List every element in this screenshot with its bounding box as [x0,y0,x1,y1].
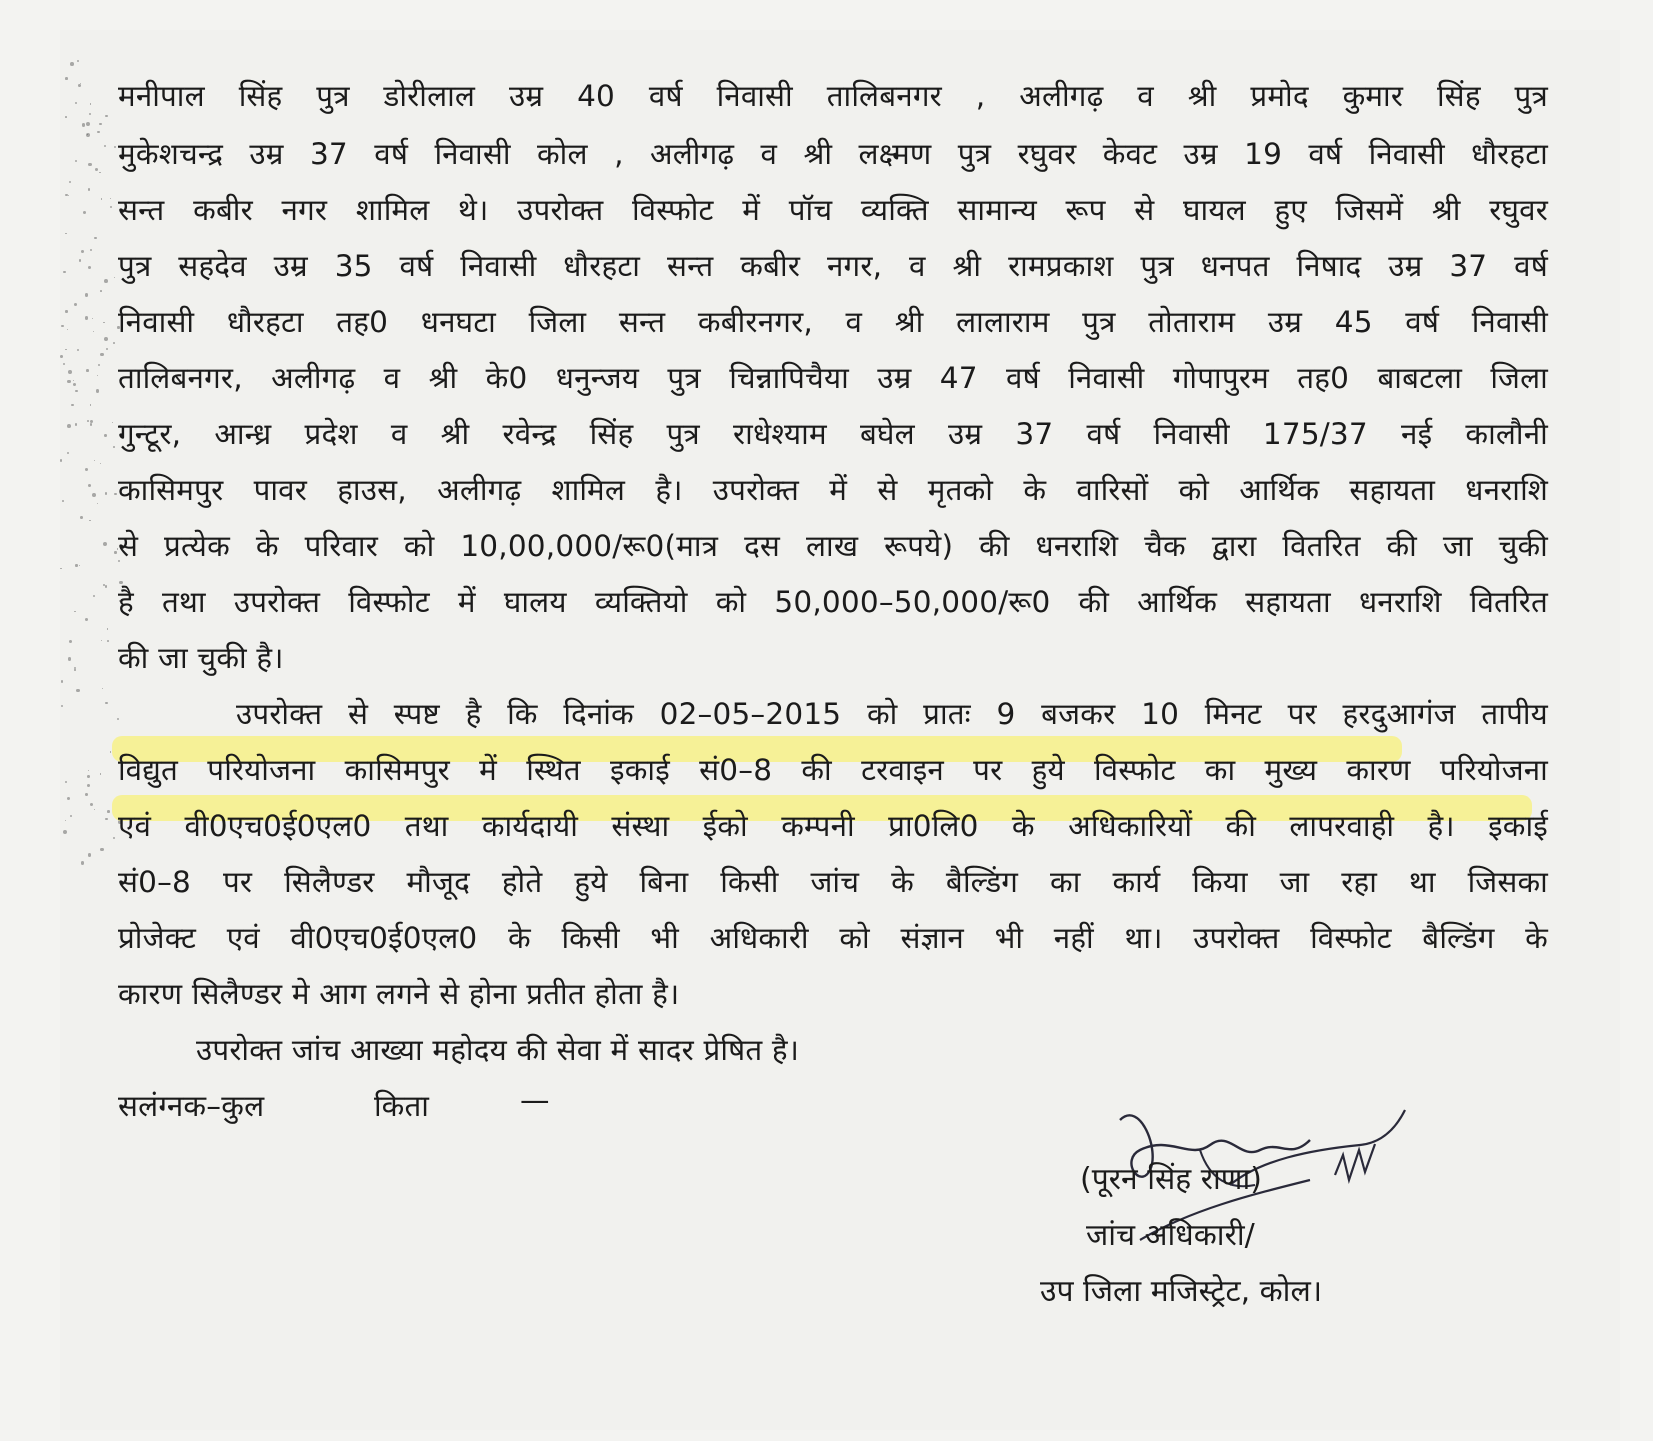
noise-speck [80,83,81,84]
noise-speck [101,640,102,641]
noise-speck [73,383,76,386]
noise-speck [101,198,103,200]
noise-speck [89,520,90,521]
noise-speck [81,861,84,864]
noise-speck [105,492,108,495]
noise-speck [65,77,68,80]
noise-speck [105,115,107,117]
noise-speck [100,290,102,292]
noise-speck [63,271,65,273]
noise-speck [77,349,79,351]
noise-speck [78,84,81,87]
noise-speck [114,551,116,553]
enclosure-count: किता [374,1089,430,1123]
noise-speck [75,423,78,426]
noise-speck [79,259,82,262]
body-line-2: मुकेशचन्द्र उम्र 37 वर्ष निवासी कोल , अलीगढ़ व श्री लक्ष्मण पुत्र रघुवर केवट उम्र 19 वर्ष निवासी धौरहटा [118,137,1548,171]
noise-speck [104,337,108,341]
body-line-7: गुन्टूर, आन्ध्र प्रदेश व श्री रवेन्द्र सिंह पुत्र राधेश्याम बघेल उम्र 37 वर्ष निवासी 175/37 नई कालौनी [118,417,1548,451]
signatory-title: जांच अधिकारी/ [1086,1218,1255,1253]
noise-speck [75,564,77,566]
noise-speck [85,293,88,296]
signatory-designation: उप जिला मजिस्ट्रेट, कोल। [1040,1274,1323,1309]
noise-speck [97,131,99,133]
body-line-4: पुत्र सहदेव उम्र 35 वर्ष निवासी धौरहटा सन्त कबीर नगर, व श्री रामप्रकाश पुत्र धनपत निषाद उम्र 37 वर्ष [118,249,1548,283]
noise-speck [70,62,74,66]
noise-speck [82,123,86,127]
noise-speck [87,420,89,422]
paragraph-2-line-6: कारण सिलैण्डर मे आग लगने से होना प्रतीत होता है। [118,977,680,1011]
noise-speck [87,784,90,787]
signatory-name: (पूरन सिंह राणा) [1080,1162,1262,1197]
noise-speck [98,364,100,366]
noise-speck [74,669,75,670]
noise-speck [107,810,110,813]
noise-speck [76,689,80,693]
body-line-6: तालिबनगर, अलीगढ़ व श्री के0 धनुन्जय पुत्र चिन्नापिचैया उम्र 47 वर्ष निवासी गोपापुरम तह0 बाबटला जिला [118,361,1548,395]
paragraph-2-line-4: सं0–8 पर सिलैण्डर मौजूद होते हुये बिना किसी जांच के बैल्डिंग का कार्य किया जा रहा था जिसका [118,865,1548,899]
body-line-3: सन्त कबीर नगर शामिल थे। उपरोक्त विस्फोट में पॉच व्यक्ति सामान्य रूप से घायल हुए जिसमें श्री रघुवर [118,193,1548,227]
noise-speck [75,102,77,104]
noise-speck [65,116,67,118]
noise-speck [69,181,71,183]
noise-speck [104,279,108,283]
body-line-8: कासिमपुर पावर हाउस, अलीगढ़ शामिल है। उपरोक्त में से मृतको के वारिसों को आर्थिक सहायता धनराशि [118,473,1548,507]
noise-speck [99,172,101,174]
noise-speck [100,463,101,464]
closing-line: उपरोक्त जांच आख्या महोदय की सेवा में सादर प्रेषित है। [196,1033,800,1067]
noise-speck [88,853,92,857]
noise-speck [65,194,67,196]
noise-speck [68,370,72,374]
noise-speck [105,702,108,705]
noise-speck [75,160,77,162]
noise-speck [104,434,107,437]
noise-speck [79,565,80,566]
noise-speck [104,145,106,147]
noise-speck [60,355,63,358]
noise-speck [113,446,115,448]
noise-speck [74,667,76,669]
noise-speck [80,516,83,519]
enclosure-dash: — [520,1083,550,1117]
noise-speck [103,584,105,586]
noise-speck [67,452,69,454]
noise-speck [75,390,78,393]
body-line-11: की जा चुकी है। [118,641,284,675]
noise-speck [85,793,88,796]
noise-speck [68,657,72,661]
paragraph-2-line-3: एवं वी0एच0ई0एल0 तथा कार्यदायी संस्था ईको कम्पनी प्रा0लि0 के अधिकारियों की लापरवाही है। इकाई [118,809,1548,843]
paragraph-2-line-1: उपरोक्त से स्पष्ट है कि दिनांक 02–05–2015 को प्रातः 9 बजकर 10 मिनट पर हरदुआगंज तापीय [236,697,1548,731]
noise-speck [62,500,64,502]
enclosure-label: सलंग्नक–कुल [118,1089,265,1123]
paragraph-2-line-2: विद्युत परियोजना कासिमपुर में स्थित इकाई सं0–8 की टरवाइन पर हुये विस्फोट का मुख्य कारण परियोजना [118,753,1548,787]
body-line-5: निवासी धौरहटा तह0 धनघटा जिला सन्त कबीरनगर, व श्री लालाराम पुत्र तोताराम उम्र 45 वर्ष निवासी [118,305,1548,339]
noise-speck [85,316,88,319]
noise-speck [86,369,89,372]
noise-speck [65,310,67,312]
paragraph-2-line-5: प्रोजेक्ट एवं वी0एच0ई0एल0 के किसी भी अधिकारी को संज्ञान भी नहीं था। उपरोक्त विस्फोट बैल्डिंग के [118,921,1548,955]
body-line-10: है तथा उपरोक्त विस्फोट में घालय व्यक्तियो को 50,000–50,000/रू0 की आर्थिक सहायता धनराशि वितरित [118,585,1548,619]
noise-speck [92,493,96,497]
noise-speck [63,830,67,834]
noise-speck [65,233,66,234]
noise-speck [114,277,115,278]
noise-speck [88,188,90,190]
noise-speck [100,353,103,356]
noise-speck [88,163,91,166]
body-line-1: मनीपाल सिंह पुत्र डोरीलाल उम्र 40 वर्ष निवासी तालिबनगर , अलीगढ़ व श्री प्रमोद कुमार सिंह पुत्र [118,79,1548,113]
noise-speck [61,680,63,682]
body-line-9: से प्रत्येक के परिवार को 10,00,000/रू0(मात्र दस लाख रूपये) की धनराशि चैक द्वारा वितरित की जा चुकी [118,529,1548,563]
